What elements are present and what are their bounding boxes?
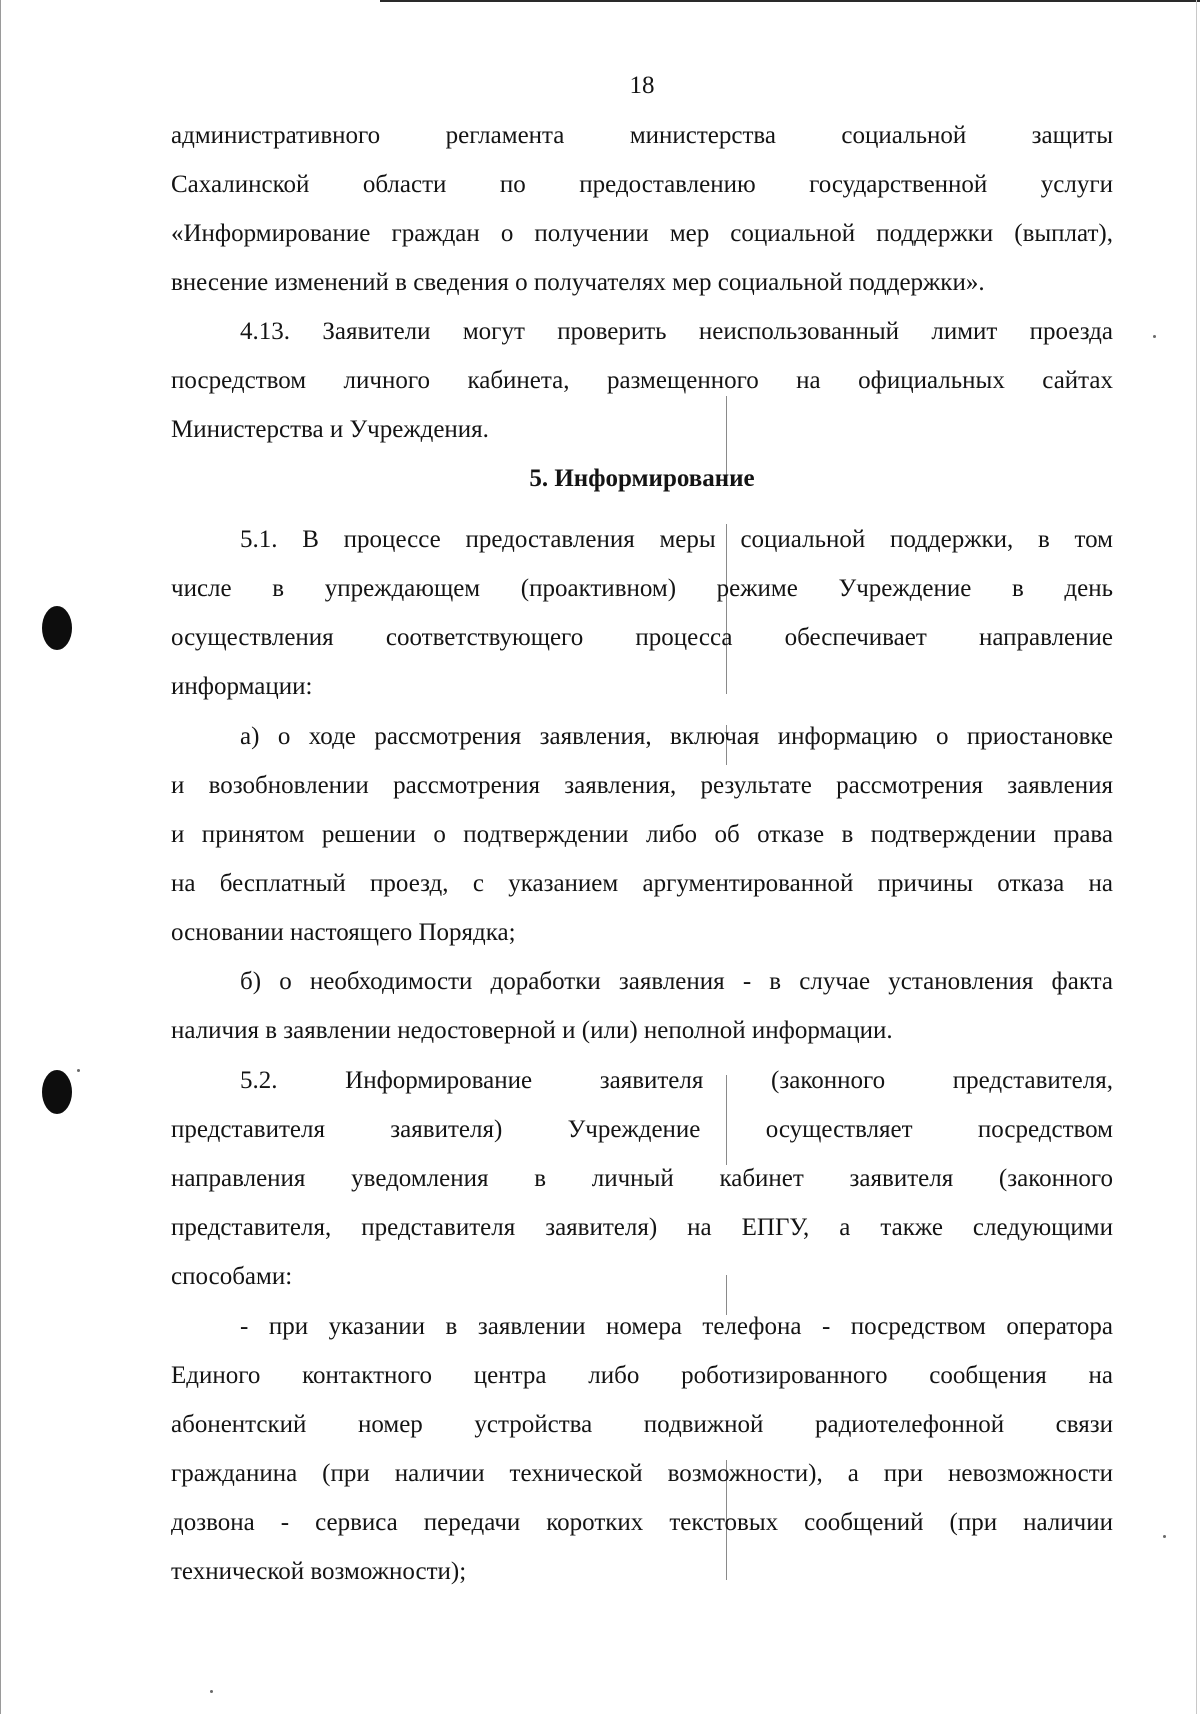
text-line: Единого контактного центра либо роботизированного сообщения на: [171, 1362, 1113, 1389]
text-line: гражданина (при наличии технической возможности), а при невозможности: [171, 1460, 1113, 1487]
text-line: и возобновлении рассмотрения заявления, результате рассмотрения заявления: [171, 772, 1113, 799]
text-line: числе в упреждающем (проактивном) режиме Учреждение в день: [171, 575, 1113, 602]
scan-speck: [210, 1690, 213, 1693]
scan-speck: [1153, 335, 1156, 338]
text-line: осуществления соответствующего процесса обеспечивает направление: [171, 624, 1113, 651]
page-number: 18: [629, 72, 655, 99]
section-heading: 5. Информирование: [529, 465, 755, 492]
text-line: 4.13. Заявители могут проверить неиспользованный лимит проезда: [240, 318, 1113, 345]
text-line: 5.1. В процессе предоставления меры социальной поддержки, в том: [240, 526, 1113, 553]
text-line: наличия в заявлении недостоверной и (или) неполной информации.: [171, 1017, 893, 1044]
punch-hole: [42, 606, 72, 650]
text-line: Сахалинской области по предоставлению государственной услуги: [171, 171, 1113, 198]
text-line: абонентский номер устройства подвижной радиотелефонной связи: [171, 1411, 1113, 1438]
right-scan-edge: [1196, 0, 1197, 1714]
text-line: представителя заявителя) Учреждение осуществляет посредством: [171, 1116, 1113, 1143]
text-line: представителя, представителя заявителя) на ЕПГУ, а также следующими: [171, 1214, 1113, 1241]
text-line: внесение изменений в сведения о получателях мер социальной поддержки».: [171, 269, 985, 296]
text-line: б) о необходимости доработки заявления - в случае установления факта: [240, 968, 1113, 995]
text-line: административного регламента министерства социальной защиты: [171, 122, 1113, 149]
text-line: 5.2. Информирование заявителя (законного представителя,: [240, 1067, 1113, 1094]
text-line: направления уведомления в личный кабинет заявителя (законного: [171, 1165, 1113, 1192]
text-line: - при указании в заявлении номера телефона - посредством оператора: [240, 1313, 1113, 1340]
text-line: дозвона - сервиса передачи коротких текстовых сообщений (при наличии: [171, 1509, 1113, 1536]
text-line: информации:: [171, 673, 313, 700]
text-line: технической возможности);: [171, 1558, 467, 1585]
text-line: основании настоящего Порядка;: [171, 919, 516, 946]
text-line: а) о ходе рассмотрения заявления, включая информацию о приостановке: [240, 723, 1113, 750]
text-line: способами:: [171, 1263, 293, 1290]
left-scan-edge: [0, 0, 1, 1714]
text-line: Министерства и Учреждения.: [171, 416, 489, 443]
text-line: на бесплатный проезд, с указанием аргументированной причины отказа на: [171, 870, 1113, 897]
text-line: «Информирование граждан о получении мер социальной поддержки (выплат),: [171, 220, 1113, 247]
text-line: посредством личного кабинета, размещенного на официальных сайтах: [171, 367, 1113, 394]
scan-speck: [1163, 1535, 1166, 1538]
punch-hole: [42, 1070, 72, 1114]
scan-speck: [77, 1069, 80, 1072]
text-line: и принятом решении о подтверждении либо об отказе в подтверждении права: [171, 821, 1113, 848]
top-border-line: [380, 0, 1200, 2]
